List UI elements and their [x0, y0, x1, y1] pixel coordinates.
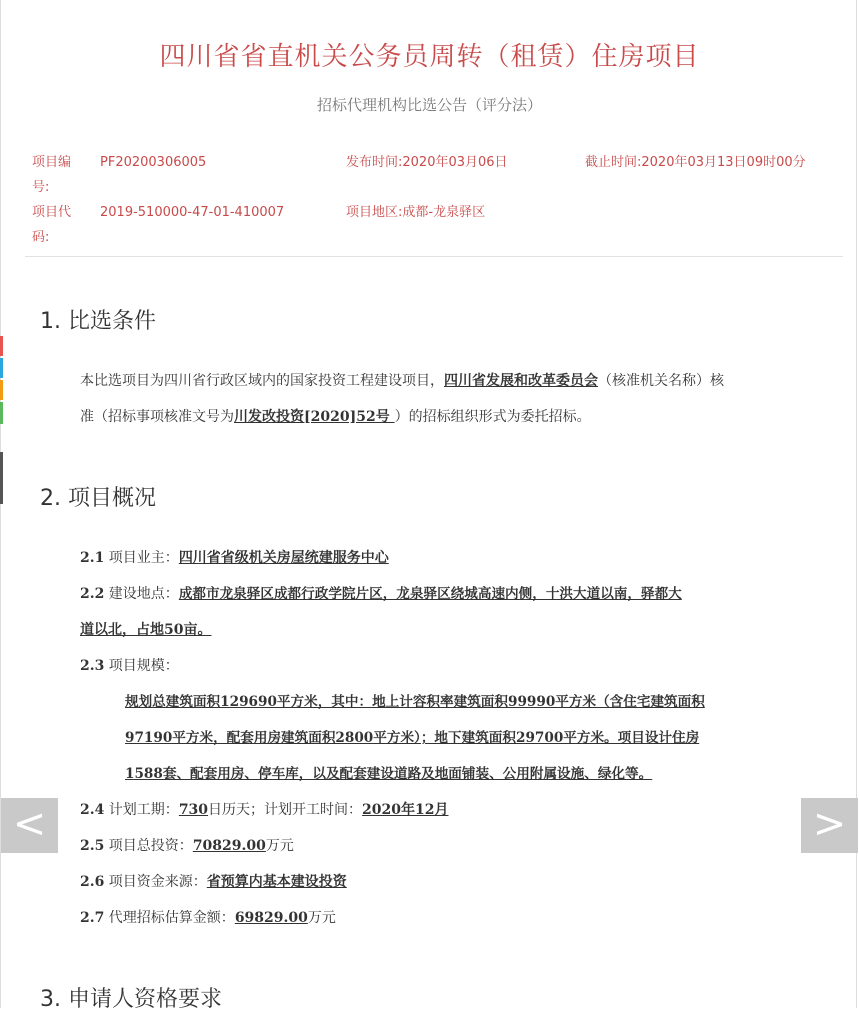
meta-project-code-value: 2019-510000-47-01-410007: [100, 205, 285, 220]
page-subtitle: 招标代理机构比选公告（评分法）: [316, 96, 542, 114]
item-location: 2.2 建设地点：成都市龙泉驿区成都行政学院片区，龙泉驿区绕城高速内侧，十洪大道以南，驿都大: [80, 586, 682, 602]
meta-project-no-label: 项目编 号:: [32, 155, 72, 195]
item-scale-line3: 1588套、配套用房、停车库，以及配套建设道路及地面铺装、公用附属设施、绿化等。: [125, 766, 653, 782]
section-1-paragraph: 本比选项目为四川省行政区域内的国家投资工程建设项目，四川省发展和改革委员会（核准机关名称）核 准（招标事项核准文号为川发改投资[2020]52号 ）的招标组织形式为委托招标。: [80, 373, 724, 425]
section-1-heading: 1. 比选条件: [40, 309, 156, 334]
share-bar-red[interactable]: [0, 336, 3, 356]
meta-deadline: 截止时间:2020年03月13日09时00分: [585, 155, 806, 170]
share-bar-blue[interactable]: [0, 358, 3, 378]
item-owner: 2.1 项目业主：四川省省级机关房屋统建服务中心: [80, 550, 389, 566]
item-schedule: 2.4 计划工期：730日历天；计划开工时间：2020年12月: [80, 802, 449, 818]
item-fund-source: 2.6 项目资金来源：省预算内基本建设投资: [80, 874, 347, 890]
item-location-cont: 道以北，占地50亩。: [80, 622, 212, 638]
share-bar-orange[interactable]: [0, 380, 3, 400]
meta-publish-time: 发布时间:2020年03月06日: [346, 155, 508, 170]
meta-area: 项目地区:成都-龙泉驿区: [346, 205, 486, 220]
meta-project-code-label: 项目代 码:: [32, 205, 72, 245]
page-title: 四川省省直机关公务员周转（租赁）住房项目: [159, 42, 700, 72]
chevron-right-icon: >: [812, 801, 847, 847]
chevron-left-icon: <: [12, 801, 47, 847]
next-arrow-button[interactable]: [801, 798, 858, 853]
item-scale-line2: 97190平方米，配套用房建筑面积2800平方米）；地下建筑面积29700平方米。项目设计住房: [125, 730, 700, 746]
item-scale-line1: 规划总建筑面积129690平方米，其中：地上计容积率建筑面积99990平方米（含住宅建筑面积: [125, 694, 705, 710]
meta-project-no-value: PF20200306005: [100, 155, 207, 170]
approval-doc-number: 川发改投资[2020]52号: [234, 409, 395, 425]
prev-arrow-button[interactable]: [1, 798, 58, 853]
item-total-investment: 2.5 项目总投资：70829.00万元: [80, 838, 294, 854]
item-agency-estimate: 2.7 代理招标估算金额：69829.00万元: [80, 910, 336, 926]
section-3-heading: 3. 申请人资格要求: [40, 987, 222, 1012]
section-2-heading: 2. 项目概况: [40, 486, 156, 511]
share-bar-dark[interactable]: [0, 452, 3, 504]
divider: [25, 256, 843, 257]
approval-authority: 四川省发展和改革委员会: [444, 373, 598, 389]
item-scale: 2.3 项目规模：: [80, 658, 179, 674]
share-bar-green[interactable]: [0, 402, 3, 424]
